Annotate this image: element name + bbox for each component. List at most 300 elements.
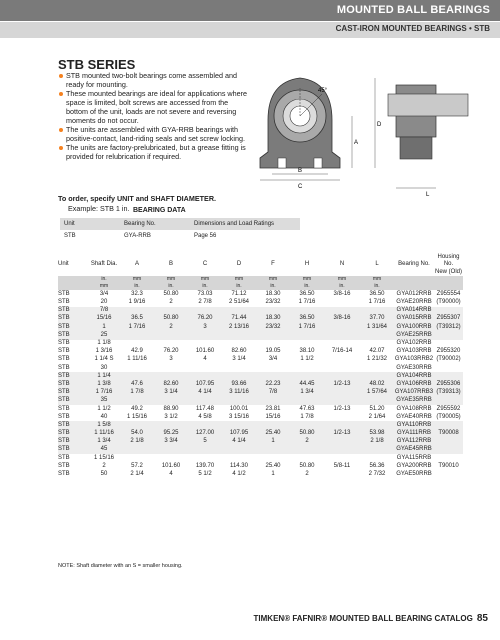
cell-n: 7/16-14 [331,348,353,355]
table-header-row [58,254,463,276]
cell-shaft: 1 7/16 [88,389,120,397]
section-title: MOUNTED BALL BEARINGS [336,4,490,16]
cell-h: 2 [290,438,324,446]
col-l: L [375,261,379,268]
col-housing: Housing No. New (Old) [434,254,462,275]
cell-n [324,307,360,315]
cell-l [360,446,394,454]
cell-a: 32.3 [131,290,143,297]
col-a: A [134,261,139,268]
cell-c: 4 [203,356,207,363]
cell-b: 88.90 [163,405,179,412]
cell-housing [434,331,463,339]
cell-bearing: GYA102RRB [396,340,432,347]
cell-bearing: GYA112RRB [394,438,434,446]
cell-bearing: GYAE35RRB [394,397,434,405]
cell-shaft: 35 [88,397,120,405]
units-row-2: mm in. in. in. in. in. in. in. in. [58,283,463,290]
cell-shaft: 25 [88,331,120,339]
table-row [58,315,463,323]
cell-l: 53.98 [360,430,394,438]
cell-n: 1/2-13 [333,405,351,412]
cell-h [290,446,324,454]
cell-f: 23.81 [265,405,281,412]
cell-shaft: 7/8 [88,307,120,315]
cell-b: 101.60 [161,462,181,469]
cell-housing: Z955554 [436,290,461,297]
cell-c: 107.95 [188,381,222,389]
cell-f [256,421,290,429]
cell-unit: STB [58,413,70,420]
cell-c: 101.60 [195,348,215,355]
cell-d: 3 11/16 [222,389,256,397]
cell-h [290,307,324,315]
table-row [58,430,463,438]
cell-d: 3 1/4 [232,356,246,363]
cell-n [324,299,360,307]
page-number: 85 [476,613,488,624]
cell-housing: Z955592 [436,405,461,412]
cell-unit: STB [58,356,70,363]
section-subheader-bar [0,22,500,38]
cell-bearing: GYAE25RRB [394,331,434,339]
feature-item: STB mounted two-bolt bearings come assembled and ready for mounting. [58,71,248,89]
cell-c: 139.70 [195,462,215,469]
cell-h [290,331,324,339]
cell-bearing: GYAE30RRB [396,364,432,371]
cell-a: 1 9/16 [128,299,146,306]
cell-f: 25.40 [265,462,281,469]
cell-c [188,372,222,380]
cell-shaft: 3/4 [99,290,109,297]
side-view-base [400,137,432,159]
cell-a: 57.2 [131,462,143,469]
cell-n: 1/2-13 [324,430,360,438]
table-row [58,372,463,380]
cell-n [324,438,360,446]
cell-d: 100.01 [229,405,249,412]
cell-b: 2 [169,299,173,306]
cell-f [256,307,290,315]
cell-h: 1 1/2 [300,356,314,363]
cell-c [188,340,222,348]
cell-unit: STB [58,446,88,454]
cell-f [256,372,290,380]
bd-header-unit: Unit [60,218,120,230]
cell-c [188,454,222,462]
cell-housing [434,397,463,405]
cell-n [324,323,360,331]
cell-f: 1 [256,438,290,446]
cell-d: 2 13/16 [222,323,256,331]
cell-h: 38.10 [299,348,315,355]
cell-housing: Z955307 [434,315,463,323]
cell-housing: T90008 [434,430,463,438]
cell-bearing: GYA012RRB [396,290,432,297]
cell-unit: STB [58,348,70,355]
cell-bearing: GYA015RRB [394,315,434,323]
page-footer [254,613,488,624]
cell-bearing: GYAE20RRB [396,299,432,306]
table-row [58,381,463,389]
cell-a [120,364,154,372]
cell-l: 2 1/8 [360,438,394,446]
feature-item: The units are factory-prelubricated, but a grease fitting is provided for relubrication if required. [58,143,248,161]
col-d: D [236,261,242,268]
cell-bearing: GYA200RRB [396,462,432,469]
cell-b: 3 3/4 [154,438,188,446]
cell-d: 71.44 [222,315,256,323]
bearing-diagram [240,60,480,205]
bd-bearing: GYA-RRB [124,233,151,239]
cell-a [120,372,154,380]
cell-c: 117.48 [196,405,214,412]
cell-d: 2 51/64 [228,299,250,306]
cell-l [360,340,394,348]
cell-housing: (T90000) [436,299,461,306]
cell-b [154,421,188,429]
table-row [58,307,463,315]
cell-housing: (T90005) [436,413,461,420]
cell-n [324,340,360,348]
cell-l: 2 7/32 [368,471,386,478]
cell-bearing: GYAE45RRB [394,446,434,454]
cell-h [290,454,324,462]
cell-c: 4 5/8 [198,413,212,420]
cell-unit: STB [58,389,88,397]
cell-c: 76.20 [188,315,222,323]
cell-shaft: 20 [100,299,108,306]
cell-h [290,340,324,348]
table-row [58,446,463,454]
cell-housing: Z955306 [434,381,463,389]
cell-bearing: GYA106RRB [394,381,434,389]
cell-h: 1 3/4 [290,389,324,397]
cell-a: 1 11/16 [127,356,147,363]
cell-d [222,446,256,454]
table-note: NOTE: Shaft diameter with an S = smaller housing. [58,563,183,569]
cell-l: 37.70 [360,315,394,323]
cell-n: 5/8-11 [333,462,351,469]
cell-shaft: 1 3/4 [88,438,120,446]
cell-l [360,364,394,372]
cell-b: 50.80 [154,315,188,323]
cell-f: 18.30 [265,290,281,297]
cell-b: 4 [169,471,173,478]
cell-unit: STB [58,323,88,331]
cell-unit: STB [58,340,70,347]
cell-a: 36.5 [120,315,154,323]
cell-l: 1 7/16 [368,299,386,306]
cell-shaft: 1 [88,323,120,331]
dim-d-label: D [377,122,382,128]
cell-f: 23/32 [265,299,281,306]
table-row [58,331,463,339]
cell-shaft: 1 5/8 [88,421,120,429]
cell-b [154,307,188,315]
cell-l [360,307,394,315]
cell-shaft: 1 3/8 [88,381,120,389]
section-subtitle: CAST-IRON MOUNTED BEARINGS • STB [335,24,490,33]
cell-shaft: 15/16 [88,315,120,323]
cell-c: 73.03 [197,290,213,297]
cell-h [290,364,324,372]
cell-b: 95.25 [154,430,188,438]
cell-c: 5 1/2 [198,471,212,478]
cell-f: 15/16 [265,413,281,420]
col-h: H [304,261,310,268]
cell-l: 1 21/32 [366,356,388,363]
cell-f: 1 [271,471,275,478]
bd-dims-link: Page 56 [194,233,217,239]
cell-f: 18.30 [256,315,290,323]
cell-unit: STB [58,405,70,412]
cell-n [324,397,360,405]
cell-b: 50.80 [163,290,179,297]
order-instructions: To order, specify UNIT and SHAFT DIAMETER. [58,194,217,203]
cell-l [360,331,394,339]
dim-a-label: A [354,140,359,146]
cell-b [154,372,188,380]
series-title: STB SERIES [58,57,136,72]
cell-a [120,446,154,454]
cell-f [256,446,290,454]
cell-shaft: 1 1/4 S [94,356,114,363]
cell-unit: STB [58,372,88,380]
bolt-hole-right [314,158,322,168]
cell-unit: STB [58,430,88,438]
cell-d: 114.30 [230,462,248,469]
cell-b [154,364,188,372]
cell-d [222,331,256,339]
cell-d [222,421,256,429]
cell-b: 3 1/4 [154,389,188,397]
cell-bearing: GYAE40RRB [396,413,432,420]
cell-housing [434,372,463,380]
dimensions-table [58,254,463,479]
cell-f [256,331,290,339]
cell-unit: STB [58,454,70,461]
cell-a [120,307,154,315]
cell-l: 36.50 [369,290,385,297]
cell-housing [434,471,463,479]
cell-a: 42.9 [131,348,143,355]
cell-n: 3/8-16 [333,290,351,297]
cell-n [324,471,360,479]
cell-n [324,413,360,421]
cell-n [324,356,360,364]
cell-h: 44.45 [290,381,324,389]
cell-c [188,364,222,372]
bearing-data-table [60,218,300,242]
cell-housing [434,421,463,429]
cell-b: 82.60 [154,381,188,389]
cell-bearing: GYA103RRB2 [394,356,434,363]
bearing-data-title: BEARING DATA [133,207,186,214]
cell-a: 47.6 [120,381,154,389]
cell-housing: (T39312) [434,323,463,331]
feature-item: The units are assembled with GYA-RRB bearings with positive-contact, land-riding seals and set screw locking. [58,125,248,143]
cell-l: 42.07 [369,348,385,355]
cell-n [324,364,360,372]
cell-unit: STB [58,397,88,405]
cell-unit: STB [58,331,88,339]
table-row [58,323,463,331]
cell-l [360,397,394,405]
cell-a: 1 7/8 [120,389,154,397]
bolt-hole-left [278,158,286,168]
table-row [58,421,463,429]
cell-a: 1 7/16 [120,323,154,331]
cell-a: 2 1/4 [130,471,144,478]
cell-f [256,454,290,462]
units-row: in. mm mm mm mm mm mm mm mm [58,276,463,283]
cell-f: 19.05 [265,348,281,355]
order-example: Example: STB 1 in. [68,204,130,213]
cell-b [154,454,188,462]
cell-l: 48.02 [360,381,394,389]
cell-d [222,454,256,462]
cell-c: 127.00 [188,430,222,438]
cell-d [222,340,256,348]
cell-unit: STB [58,290,70,297]
dim-c-label: C [298,184,303,190]
cell-c [188,446,222,454]
col-bearing: Bearing No. [398,261,430,268]
col-shaft: Shaft Dia. [90,261,118,268]
cell-b: 3 1/2 [164,413,178,420]
cell-bearing: GYA107RRB3 [394,389,434,396]
cell-shaft: 1 1/2 [97,405,111,412]
cell-bearing: GYA104RRB [394,372,434,380]
cell-d [222,364,256,372]
cell-unit: STB [58,364,70,371]
cell-housing [434,454,463,462]
table-row [58,462,463,470]
table-row [58,389,463,397]
cell-unit: STB [58,299,70,306]
cell-d [222,372,256,380]
cell-bearing: GYA014RRB [394,307,434,315]
cell-n [324,446,360,454]
cell-n [324,421,360,429]
cell-bearing: GYAE50RRB [396,471,432,478]
cell-shaft: 45 [88,446,120,454]
cell-d: 3 15/16 [228,413,250,420]
cell-n [324,331,360,339]
cell-housing [434,307,463,315]
cell-c [188,397,222,405]
cell-unit: STB [58,462,70,469]
cell-housing: (T90002) [436,356,461,363]
side-view-shaft [388,94,468,116]
cell-n [324,372,360,380]
cell-shaft: 1 1/8 [97,340,111,347]
cell-n: 1/2-13 [324,381,360,389]
bd-unit: STB [64,233,76,239]
cell-f [256,340,290,348]
cell-h: 1 7/16 [298,299,316,306]
cell-f: 25.40 [256,430,290,438]
cell-b: 2 [154,323,188,331]
cell-shaft: 1 3/16 [95,348,113,355]
cell-n: 3/8-16 [324,315,360,323]
cell-l: 51.20 [369,405,385,412]
cell-a: 1 15/16 [126,413,148,420]
cell-a [120,340,154,348]
cell-c [188,307,222,315]
cell-d: 107.95 [222,430,256,438]
cell-h: 50.80 [290,430,324,438]
cell-a: 2 1/8 [120,438,154,446]
cell-l [360,421,394,429]
table-row [58,405,463,413]
cell-housing: Z955320 [436,348,461,355]
cell-h: 50.80 [299,462,315,469]
cell-d [222,397,256,405]
table-row [58,356,463,364]
bd-header-dims: Dimensions and Load Ratings [190,218,300,230]
cell-l: 56.36 [369,462,385,469]
cell-c: 3 [188,323,222,331]
cell-unit: STB [58,421,88,429]
cell-d: 82.60 [231,348,247,355]
col-c: C [202,261,208,268]
table-row [58,290,463,298]
cell-bearing: GYA110RRB [394,421,434,429]
cell-unit: STB [58,381,88,389]
col-b: B [168,261,173,268]
dim-l-label: L [426,192,430,198]
cell-unit: STB [58,438,88,446]
cell-c [188,421,222,429]
cell-shaft: 40 [100,413,108,420]
cell-l [360,372,394,380]
cell-bearing: GYA108RRB [396,405,432,412]
cell-c: 2 7/8 [198,299,212,306]
table-row [58,348,463,356]
cell-h [290,421,324,429]
cell-shaft: 1 1/4 [88,372,120,380]
table-row [58,340,463,348]
cell-housing [434,438,463,446]
cell-n [324,454,360,462]
cell-l: 1 57/64 [360,389,394,397]
cell-unit: STB [58,307,88,315]
cell-h [290,372,324,380]
cell-h: 1 7/8 [300,413,314,420]
cell-bearing: GYA100RRB [394,323,434,331]
angle-label: 45° [318,88,328,94]
cell-unit: STB [58,471,70,478]
bd-header-bearing: Bearing No. [120,218,190,230]
cell-housing [434,364,463,372]
cell-h [290,397,324,405]
cell-b: 3 [169,356,173,363]
cell-housing [434,446,463,454]
cell-n [324,389,360,397]
cell-shaft: 1 11/16 [88,430,120,438]
cell-l: 2 1/64 [368,413,386,420]
cell-l [360,454,394,462]
cell-c: 4 1/4 [188,389,222,397]
cell-f [256,397,290,405]
cell-bearing: GYA103RRB [396,348,432,355]
cell-d: 71.12 [231,290,247,297]
col-unit: Unit [58,261,69,268]
dim-b-label: B [298,168,303,174]
cell-a [120,421,154,429]
